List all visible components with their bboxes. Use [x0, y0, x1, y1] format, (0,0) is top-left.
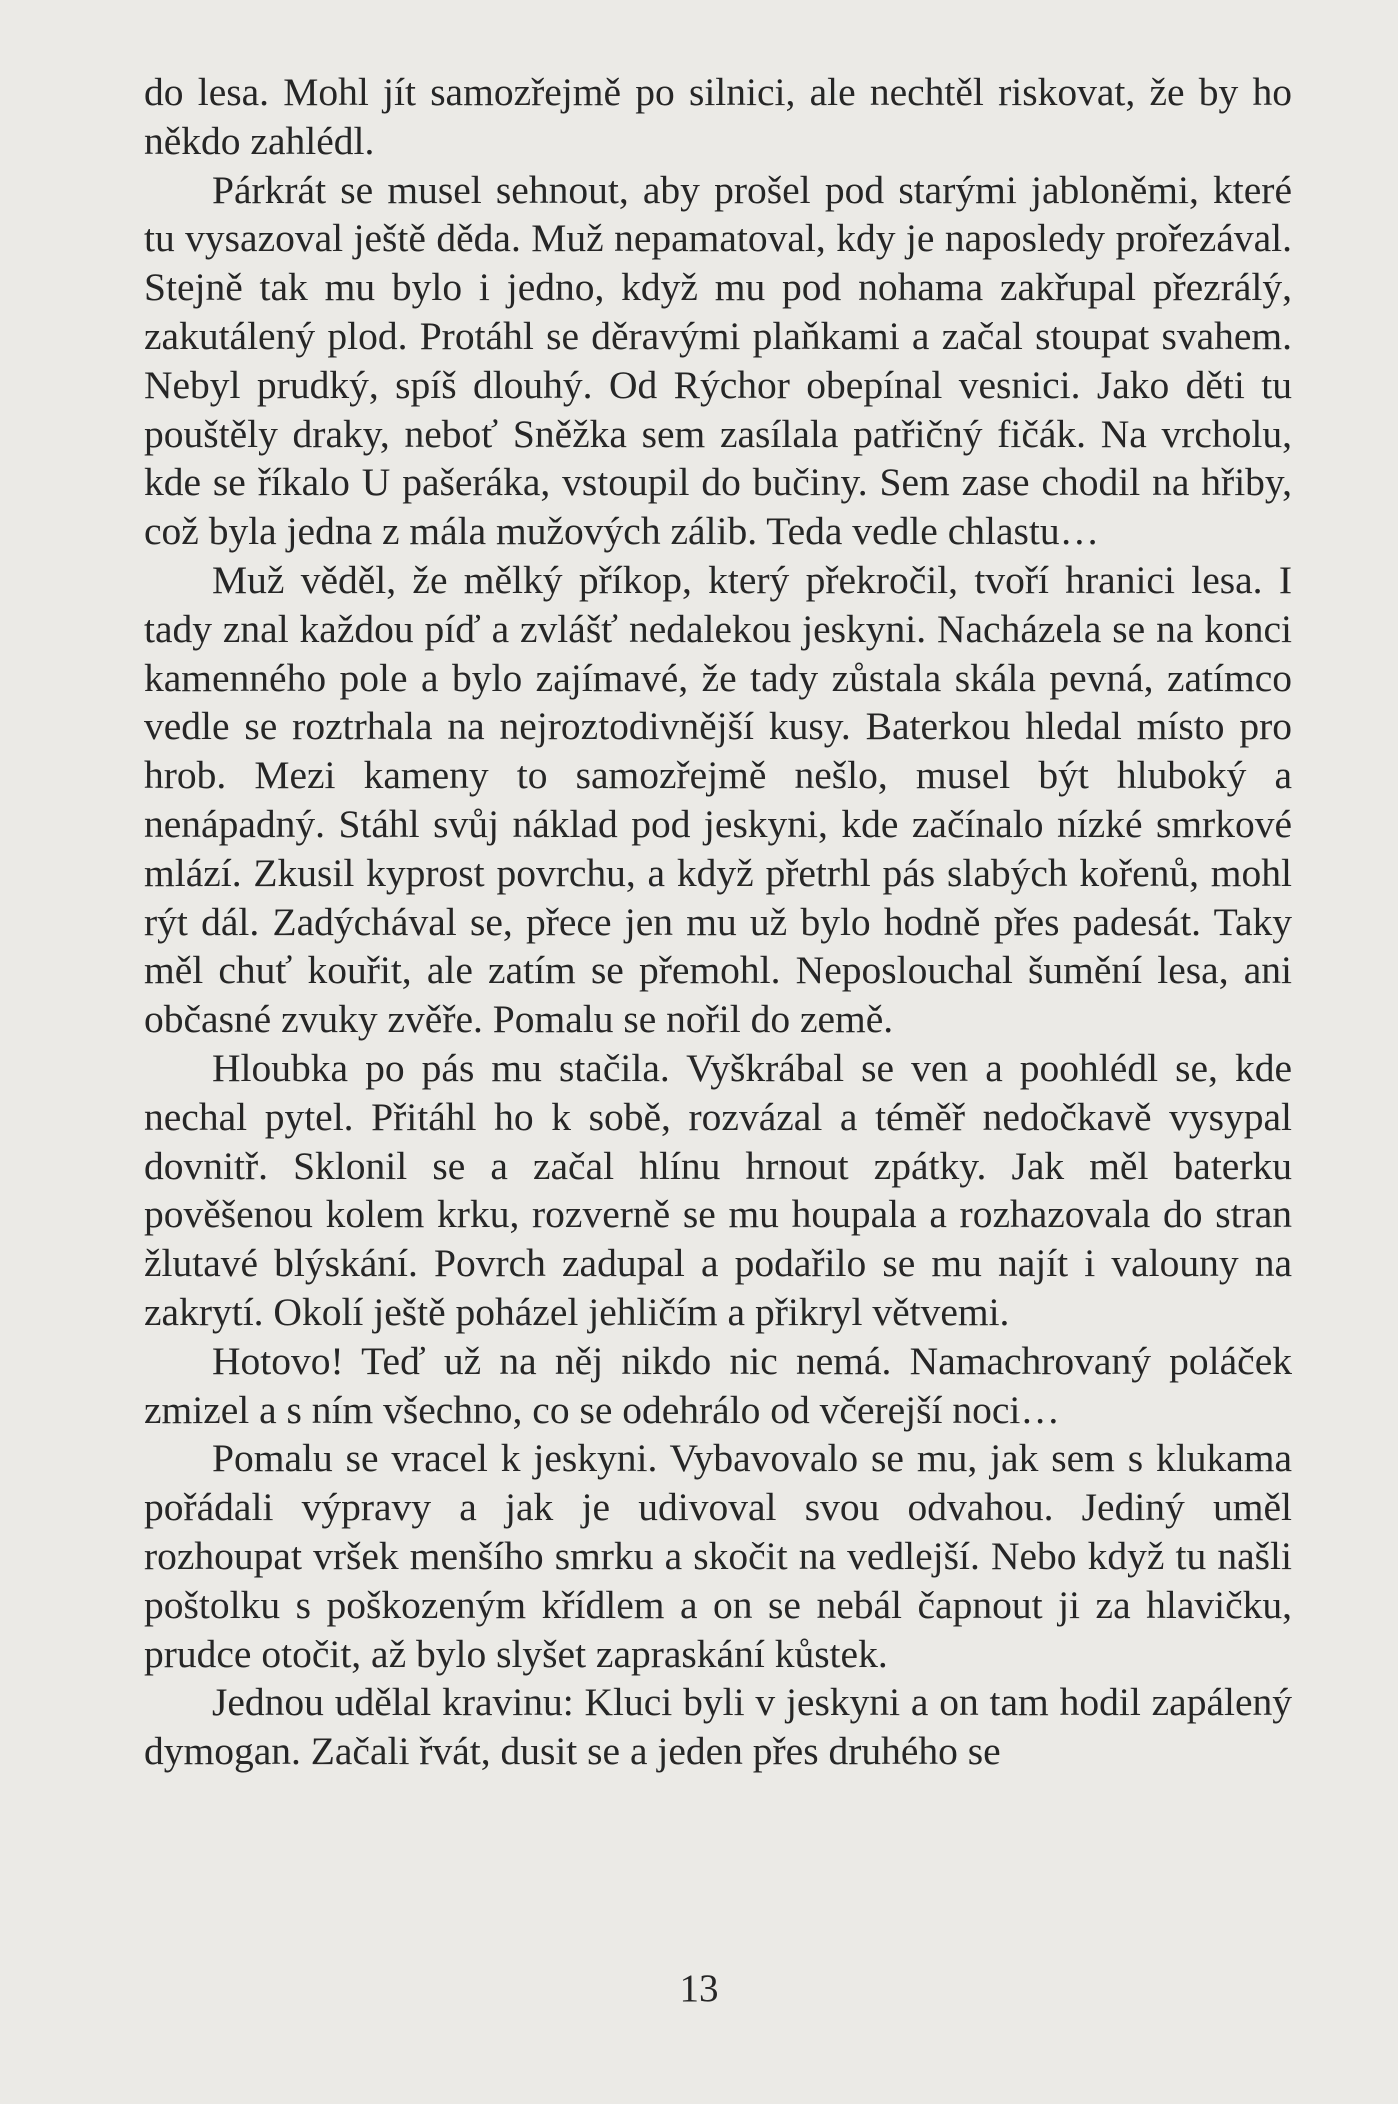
page-number: 13 — [679, 1967, 719, 2010]
paragraph-3: Muž věděl, že mělký příkop, který překročil, tvoří hranici lesa. I tady znal každou píď a zvlášť nedalekou jeskyni. Nacházela se na konci kamenného pole a bylo zajímavé, že tady zůstala skála pevná, zatímco vedle se roztrhala na nejroztodivnější kusy. Baterkou hledal místo pro hrob. Mezi kameny to samozřejmě nešlo, musel být hluboký a nenápadný. Stáhl svůj náklad pod jeskyni, kde začínalo nízké smrkové mlází. Zkusil kyprost povrchu, a když přetrhl pás slabých kořenů, mohl rýt dál. Zadýchával se, přece jen mu už bylo hodně přes padesát. Taky měl chuť kouřit, ale zatím se přemohl. Neposlouchal šumění lesa, ani občasné zvuky zvěře. Pomalu se nořil do země. — [144, 557, 1292, 1042]
paragraph-5: Hotovo! Teď už na něj nikdo nic nemá. Namachrovaný poláček zmizel a s ním všechno, co se odehrálo od včerejší noci… — [144, 1338, 1292, 1432]
paragraph-1: do lesa. Mohl jít samozřejmě po silnici, ale nechtěl riskovat, že by ho někdo zahlédl. — [144, 70, 1292, 163]
body-text — [144, 68, 1292, 1776]
paragraph-6: Pomalu se vracel k jeskyni. Vybavovalo se mu, jak sem s klukama pořádali výpravy a jak je udivoval svou odvahou. Jediný uměl rozhoupat vršek menšího smrku a skočit na vedlejší. Nebo když tu našli poštolku s poškozeným křídlem a on se nebál čapnout ji za hlavičku, prudce otočit, až bylo slyšet zapraskání kůstek. — [144, 1436, 1292, 1676]
paragraph-4: Hloubka po pás mu stačila. Vyškrábal se ven a poohlédl se, kde nechal pytel. Přitáhl ho k sobě, rozvázal a téměř nedočkavě vysypal dovnitř. Sklonil se a začal hlínu hrnout zpátky. Jak měl baterku pověšenou kolem krku, rozverně se mu houpala a rozhazovala do stran žlutavé blýskání. Povrch zadupal a podařilo se mu najít i valouny na zakrytí. Okolí ještě poházel jehličím a přikryl větvemi. — [144, 1045, 1292, 1334]
paragraph-2: Párkrát se musel sehnout, aby prošel pod starými jabloněmi, které tu vysazoval ještě děda. Muž nepamatoval, kdy je naposledy prořezával. Stejně tak mu bylo i jedno, když mu pod nohama zakřupal přezrálý, zakutálený plod. Protáhl se děravými plaňkami a začal stoupat svahem. Nebyl prudký, spíš dlouhý. Od Rýchor obepínal vesnici. Jako děti tu pouštěly draky, neboť Sněžka sem zasílala patřičný fičák. Na vrcholu, kde se říkalo U pašeráka, vstoupil do bučiny. Sem zase chodil na hřiby, což byla jedna z mála mužových zálib. Teda vedle chlastu… — [144, 167, 1292, 554]
paragraph-7: Jednou udělal kravinu: Kluci byli v jeskyni a on tam hodil zapálený dymogan. Začali řvát, dusit se a jeden přes druhého se — [144, 1680, 1292, 1774]
